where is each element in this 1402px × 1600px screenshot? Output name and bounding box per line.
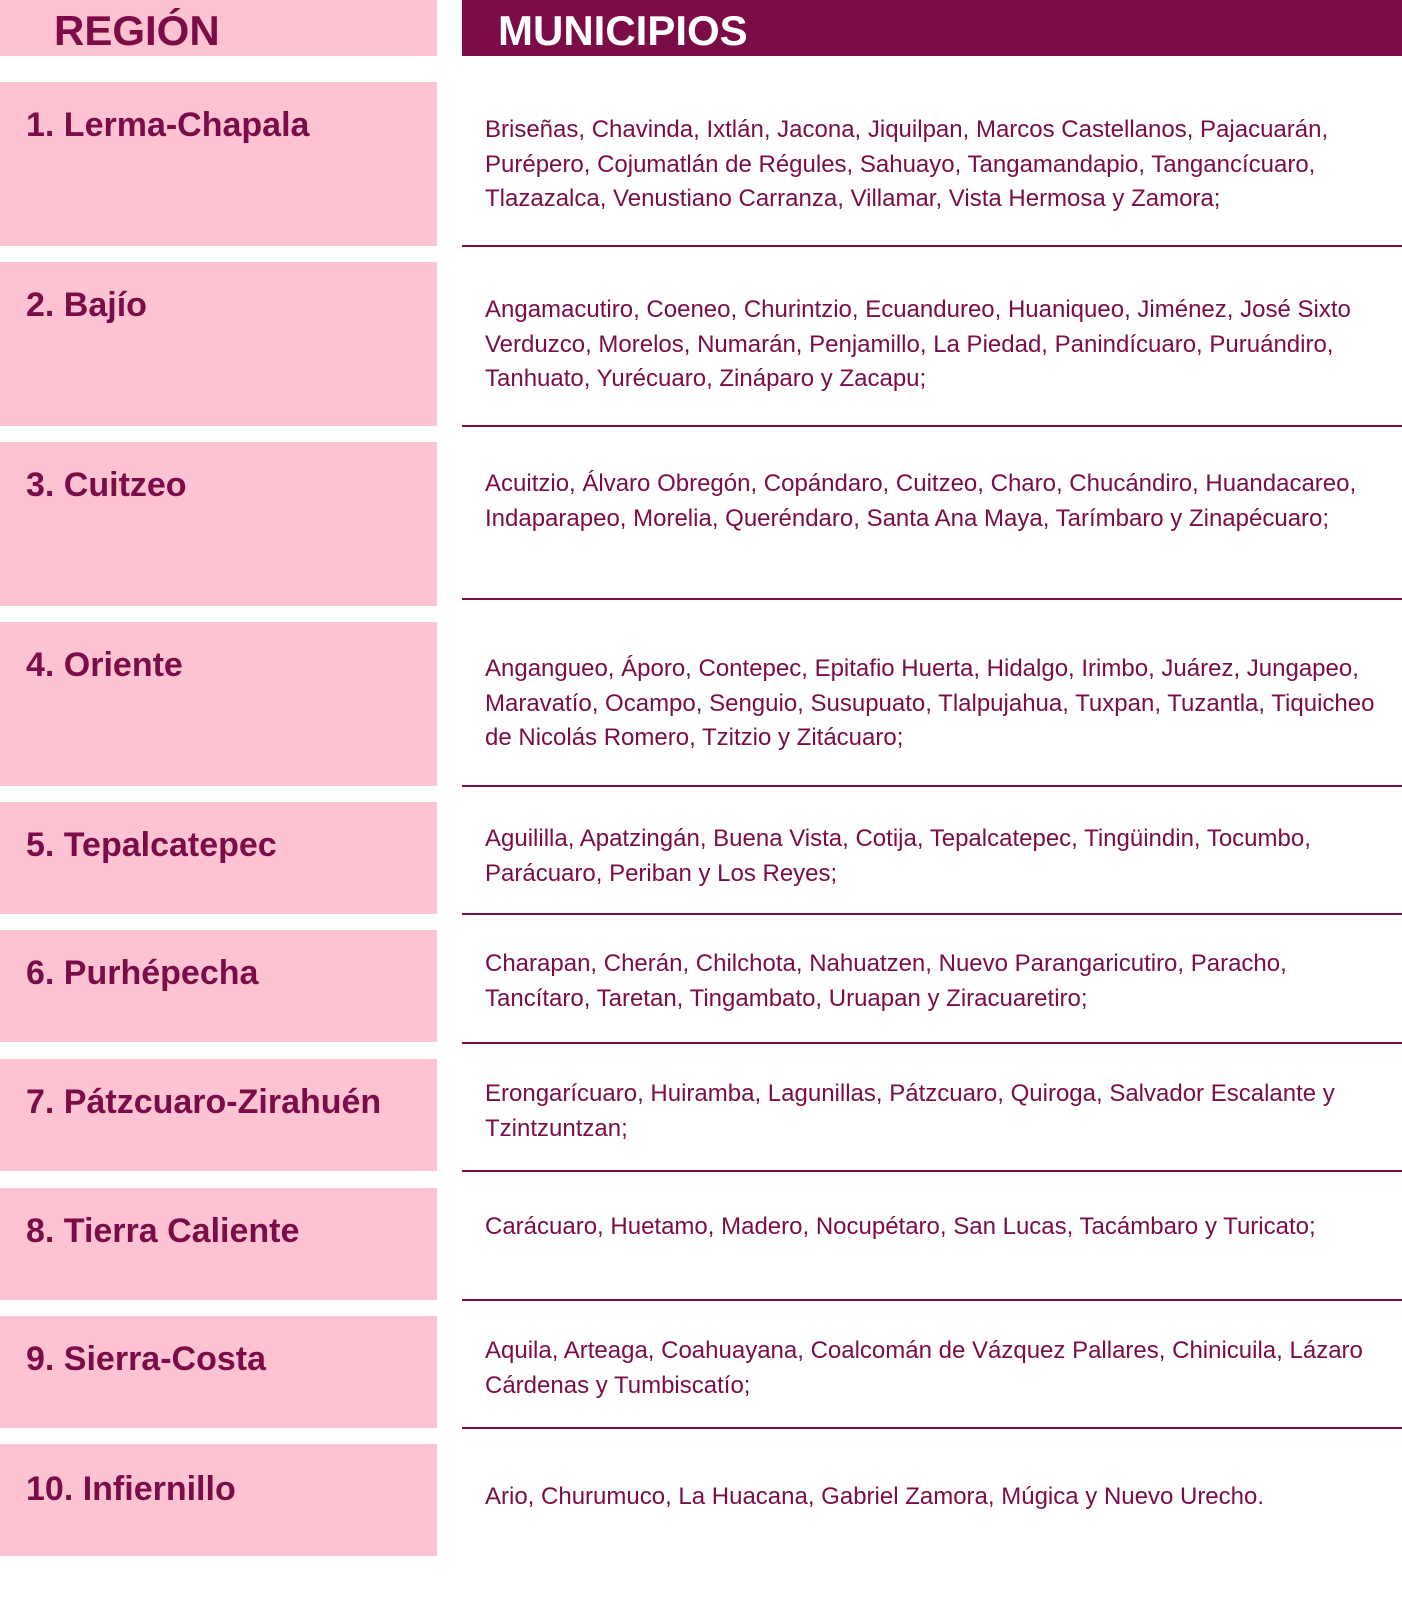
municipios-text: Aguililla, Apatzingán, Buena Vista, Cotija, Tepalcatepec, Tingüindin, Tocumbo, Parácuaro, Periban y Los Reyes; xyxy=(485,825,1311,887)
region-label: 2. Bajío xyxy=(26,286,147,324)
region-cell xyxy=(0,622,437,786)
municipios-text: Erongarícuaro, Huiramba, Lagunillas, Pátzcuaro, Quiroga, Salvador Escalante y Tzintzuntzan; xyxy=(485,1080,1335,1142)
region-label: 1. Lerma-Chapala xyxy=(26,106,310,144)
region-cell xyxy=(0,930,437,1042)
municipios-text: Acuitzio, Álvaro Obregón, Copándaro, Cuitzeo, Charo, Chucándiro, Huandacareo, Indaparapeo, Morelia, Queréndaro, Santa Ana Maya, Tarímbaro y Zinapécuaro; xyxy=(485,470,1357,532)
region-label: 4. Oriente xyxy=(26,646,183,684)
row-divider xyxy=(462,785,1402,787)
region-column-header: REGIÓN xyxy=(0,0,437,56)
municipios-text: Carácuaro, Huetamo, Madero, Nocupétaro, San Lucas, Tacámbaro y Turicato; xyxy=(485,1213,1316,1240)
region-cell xyxy=(0,262,437,426)
row-divider xyxy=(462,1427,1402,1429)
municipios-text: Angangueo, Áporo, Contepec, Epitafio Huerta, Hidalgo, Irimbo, Juárez, Jungapeo, Maravatío, Ocampo, Senguio, Susupuato, Tlalpujahua, Tuxpan, Tuzantla, Tiquicheo de Nicolás Romero, Tzitzio y Zitácuaro; xyxy=(485,655,1375,751)
region-cell xyxy=(0,1444,437,1556)
row-divider xyxy=(462,1042,1402,1044)
region-label: 9. Sierra-Costa xyxy=(26,1340,266,1378)
row-divider xyxy=(462,1170,1402,1172)
region-label: 6. Purhépecha xyxy=(26,954,259,992)
region-cell xyxy=(0,82,437,246)
region-label: 5. Tepalcatepec xyxy=(26,826,277,864)
region-label: 7. Pátzcuaro-Zirahuén xyxy=(26,1083,382,1121)
region-cell xyxy=(0,802,437,914)
row-divider xyxy=(462,598,1402,600)
municipios-column-header: MUNICIPIOS xyxy=(462,0,1402,56)
municipios-text: Briseñas, Chavinda, Ixtlán, Jacona, Jiquilpan, Marcos Castellanos, Pajacuarán, Purépero, Cojumatlán de Régules, Sahuayo, Tangamandapio, Tangancícuaro, Tlazazalca, Venustiano Carranza, Villamar, Vista Hermosa y Zamora; xyxy=(485,116,1329,212)
row-divider xyxy=(462,425,1402,427)
row-divider xyxy=(462,1299,1402,1301)
row-divider xyxy=(462,245,1402,247)
region-label: 3. Cuitzeo xyxy=(26,466,187,504)
municipios-text: Charapan, Cherán, Chilchota, Nahuatzen, Nuevo Parangaricutiro, Paracho, Tancítaro, Taretan, Tingambato, Uruapan y Ziracuaretiro; xyxy=(485,950,1287,1012)
region-cell xyxy=(0,1188,437,1300)
municipios-text: Aquila, Arteaga, Coahuayana, Coalcomán de Vázquez Pallares, Chinicuila, Lázaro Cárdenas y Tumbiscatío; xyxy=(485,1337,1363,1399)
region-cell xyxy=(0,442,437,606)
municipios-text: Ario, Churumuco, La Huacana, Gabriel Zamora, Múgica y Nuevo Urecho. xyxy=(485,1483,1265,1510)
region-cell xyxy=(0,1316,437,1428)
region-label: 10. Infiernillo xyxy=(26,1470,236,1508)
row-divider xyxy=(462,913,1402,915)
municipios-text: Angamacutiro, Coeneo, Churintzio, Ecuandureo, Huaniqueo, Jiménez, José Sixto Verduzco, Morelos, Numarán, Penjamillo, La Piedad, Panindícuaro, Puruándiro, Tanhuato, Yurécuaro, Zináparo y Zacapu; xyxy=(485,296,1351,392)
region-label: 8. Tierra Caliente xyxy=(26,1212,300,1250)
region-cell xyxy=(0,1059,437,1171)
